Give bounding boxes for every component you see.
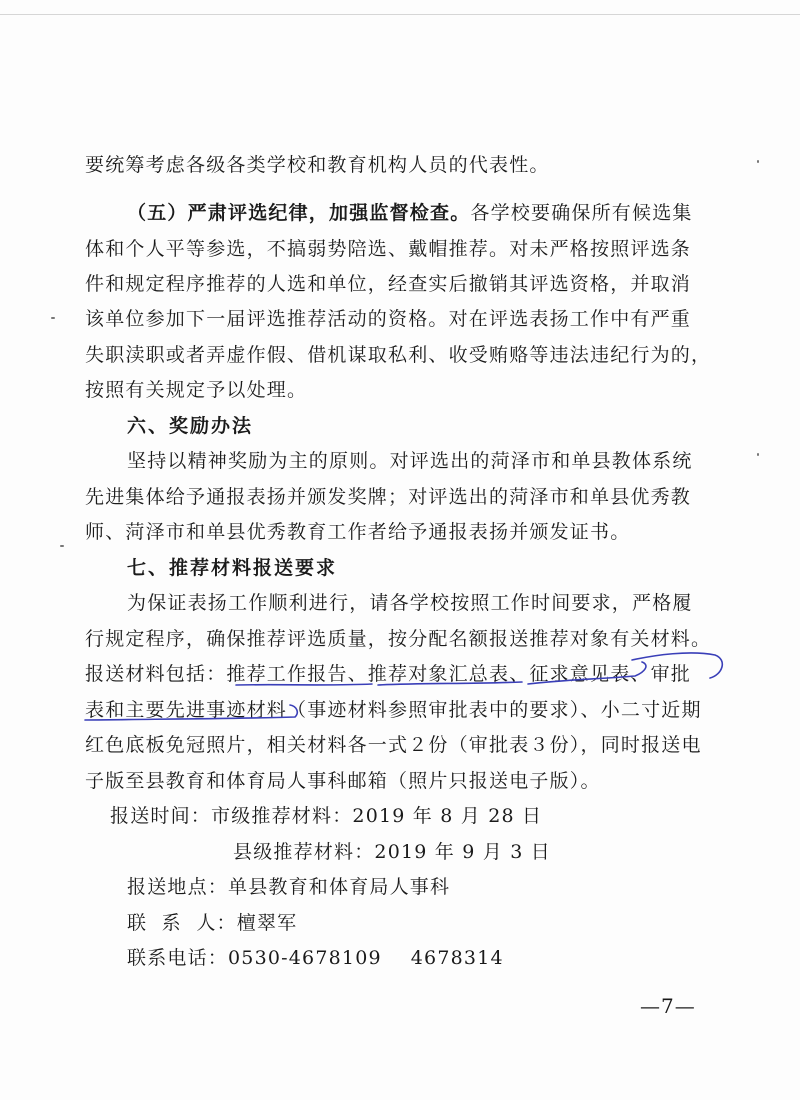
paragraph-line: 表和主要先进事迹材料（事迹材料参照审批表中的要求）、小二寸近期 — [85, 699, 702, 721]
paragraph-line: 体和个人平等参选，不搞弱势陪选、戴帽推荐。对未严格按照评选条 — [85, 238, 692, 260]
paragraph-line: 该单位参加下一届评选推荐活动的资格。对在评选表扬工作中有严重 — [85, 308, 692, 330]
paragraph-line: 子版至县教育和体育局人事科邮箱（照片只报送电子版）。 — [85, 770, 601, 792]
paragraph-line: 师、菏泽市和单县优秀教育工作者给予通报表扬并颁发证书。 — [85, 521, 631, 543]
submission-time-city: 报送时间：市级推荐材料：2019 年 8 月 28 日 — [110, 805, 543, 827]
paragraph-line: 行规定程序，确保推荐评选质量，按分配名额报送推荐对象有关材料。 — [85, 628, 712, 650]
subsection-heading: （五）严肃评选纪律，加强监督检查。 — [127, 202, 471, 224]
contact-phone: 联系电话：0530-4678109 4678314 — [127, 947, 504, 969]
paragraph-line: 报送材料包括：推荐工作报告、推荐对象汇总表、征求意见表、审批 — [85, 663, 692, 685]
paragraph-text: 各学校要确保所有候选集 — [470, 202, 693, 224]
paragraph-line: 坚持以精神奖励为主的原则。对评选出的菏泽市和单县教体系统 — [127, 450, 693, 472]
contact-person: 联 系 人：檀翠军 — [127, 912, 298, 934]
paragraph-line: 要统筹考虑各级各类学校和教育机构人员的代表性。 — [85, 154, 550, 176]
paragraph-line: 先进集体给予通报表扬并颁发奖牌；对评选出的菏泽市和单县优秀教 — [85, 486, 692, 508]
paragraph-line: 失职渎职或者弄虚作假、借机谋取私利、收受贿赂等违法违纪行为的， — [85, 344, 712, 366]
submission-time-county: 县级推荐材料：2019 年 9 月 3 日 — [233, 841, 551, 863]
paragraph-line: 红色底板免冠照片，相关材料各一式２份（审批表３份），同时报送电 — [85, 734, 702, 756]
page-number: —7— — [640, 994, 696, 1018]
section-heading-materials: 七、推荐材料报送要求 — [127, 557, 338, 579]
submission-location: 报送地点：单县教育和体育局人事科 — [127, 876, 451, 898]
section-heading-rewards: 六、奖励办法 — [127, 415, 254, 437]
paragraph-line: 件和规定程序推荐的人选和单位，经查实后撤销其评选资格，并取消 — [85, 273, 692, 295]
paragraph-line: 按照有关规定予以处理。 — [85, 379, 308, 401]
paragraph-line — [127, 200, 693, 226]
paragraph-line: 为保证表扬工作顺利进行，请各学校按照工作时间要求，严格履 — [127, 592, 693, 614]
